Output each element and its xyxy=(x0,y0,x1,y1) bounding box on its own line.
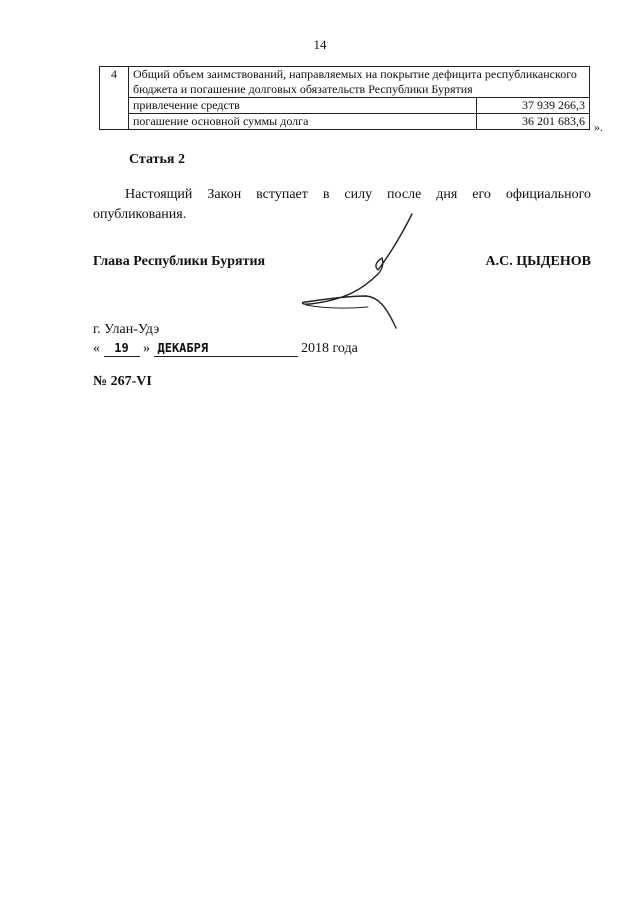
date-day: 19 xyxy=(104,341,140,357)
row-description: Общий объем заимствований, направляемых на покрытие дефицита республиканского бюджета и погашение долговых обязательств Республики Бурятия xyxy=(129,67,590,98)
article-heading: Статья 2 xyxy=(129,152,185,167)
date-year: 2018 года xyxy=(301,341,358,356)
row-amount: 36 201 683,6 xyxy=(477,114,590,130)
date-open-quote: « xyxy=(93,341,100,356)
signatory-name: А.С. ЦЫДЕНОВ xyxy=(485,254,591,269)
row-amount: 37 939 266,3 xyxy=(477,98,590,114)
date-month: ДЕКАБРЯ xyxy=(154,341,298,357)
page-number: 14 xyxy=(313,37,327,52)
signatory-title: Глава Республики Бурятия xyxy=(93,254,266,269)
date-close-quote: » xyxy=(143,341,150,356)
row-number: 4 xyxy=(100,67,129,130)
row-label: погашение основной суммы долга xyxy=(129,114,477,130)
borrowing-table xyxy=(99,66,590,130)
table-row xyxy=(100,114,590,130)
row-label: привлечение средств xyxy=(129,98,477,114)
handwritten-signature xyxy=(292,210,432,335)
law-number: № 267-VI xyxy=(93,374,152,389)
place-of-signing: г. Улан-Удэ xyxy=(93,322,160,337)
closing-quote: ». xyxy=(594,120,603,134)
table-row xyxy=(100,67,590,98)
signing-date xyxy=(93,341,358,357)
table-row xyxy=(100,98,590,114)
article-body: Настоящий Закон вступает в силу после дня его официального опубликования. xyxy=(93,187,591,222)
